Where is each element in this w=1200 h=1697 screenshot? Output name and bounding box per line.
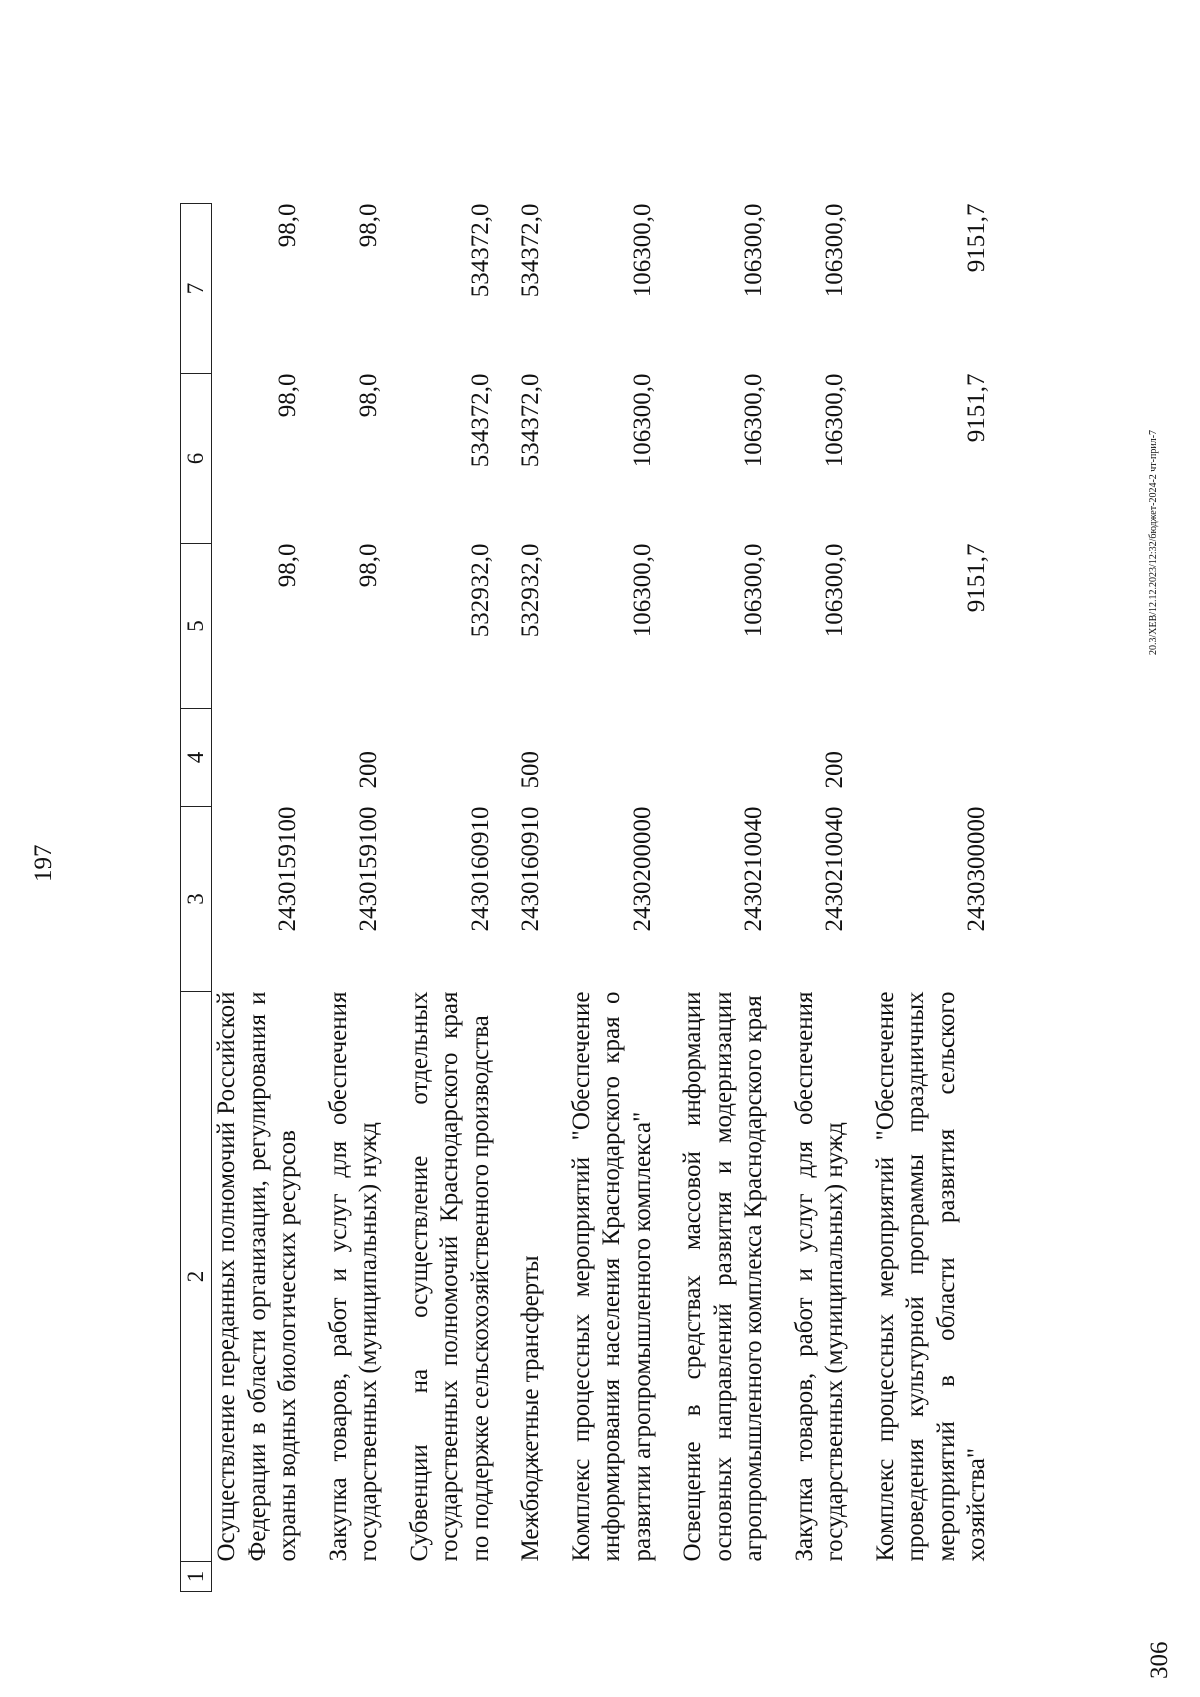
header-col-2: 2 [181,992,212,1562]
row-code: 2430160910 [517,806,544,932]
row-value-7: 98,0 [355,203,382,248]
row-code: 2430300000 [963,806,990,932]
row-value-5: 98,0 [274,543,301,588]
row-description: Комплекс процессных мероприятий "Обеспечение проведения культурной программы праздничных мероприятий в области развития сельского хозяйства" [871,991,990,1562]
footer-document-code: 20.3/XEB/12.12.2023/12:32/бюджет-2024-2 чт-прил-7 [1148,429,1159,655]
row-type [567,709,679,807]
row-description: Освещение в средствах массовой информации основных направлений развития и модернизации агропромышленного комплекса Краснодарского края [679,991,767,1562]
header-col-6: 6 [181,374,212,544]
row-value-6: 534372,0 [466,373,494,468]
row-description: Субвенции на осуществление отдельных государственных полномочий Краснодарского края по поддержке сельскохозяйственного производства [405,991,494,1562]
row-description: Осуществление переданных полномочий Российской Федерации в области организации, регулирования и охраны водных биологических ресурсов [213,991,301,1562]
row-value-7: 534372,0 [466,203,494,298]
table-row [516,204,567,1592]
row-value-6: 9151,7 [963,373,990,443]
page-number-top: 197 [30,844,57,882]
table-row [790,204,871,1592]
row-value-5: 532932,0 [517,543,544,638]
row-value-6: 106300,0 [740,373,767,468]
row-description: Закупка товаров, работ и услуг для обеспечения государственных (муниципальных) нужд [324,991,382,1562]
budget-table [180,203,1013,1592]
row-code: 2430210040 [821,806,848,932]
row-description: Комплекс процессных мероприятий "Обеспечение информирования населения Краснодарского края о развитии агропромышленного комплекса" [567,991,656,1562]
row-type: 200 [355,751,382,789]
row-value-5: 106300,0 [628,543,656,638]
row-value-5: 98,0 [355,543,382,588]
row-type [871,709,1013,807]
row-description: Межбюджетные трансферты [517,1255,544,1562]
row-type [405,709,517,807]
row-type [212,709,324,807]
row-value-5: 106300,0 [740,543,767,638]
row-type: 200 [821,751,848,789]
header-col-7: 7 [181,204,212,374]
row-value-5: 9151,7 [963,543,990,613]
row-value-7: 106300,0 [821,203,848,298]
row-value-7: 98,0 [274,203,301,248]
sheet-number: 306 [1146,1641,1173,1679]
row-value-7: 106300,0 [628,203,656,298]
row-value-6: 106300,0 [821,373,848,468]
row-code: 2430200000 [628,806,656,932]
row-value-6: 98,0 [355,373,382,418]
row-code: 2430160910 [466,806,494,932]
row-value-7: 534372,0 [517,203,544,298]
row-code: 2430159100 [274,806,301,932]
row-value-6: 98,0 [274,373,301,418]
row-value-5: 106300,0 [821,543,848,638]
table-header-row [181,204,212,1592]
table-row [678,204,790,1592]
row-value-6: 534372,0 [517,373,544,468]
row-description: Закупка товаров, работ и услуг для обеспечения государственных (муниципальных) нужд [790,991,848,1562]
table-row [405,204,517,1592]
row-code: 2430210040 [740,806,767,932]
table-row [567,204,679,1592]
header-col-5: 5 [181,544,212,709]
row-code: 2430159100 [355,806,382,932]
row-value-5: 532932,0 [466,543,494,638]
row-value-6: 106300,0 [628,373,656,468]
row-type: 500 [517,751,544,789]
header-col-1: 1 [181,1562,212,1592]
table-row [871,204,1013,1592]
header-col-4: 4 [181,709,212,807]
row-value-7: 9151,7 [963,203,990,273]
row-type [678,709,790,807]
table-row [212,204,324,1592]
table-row [324,204,405,1592]
header-col-3: 3 [181,807,212,992]
row-value-7: 106300,0 [740,203,767,298]
